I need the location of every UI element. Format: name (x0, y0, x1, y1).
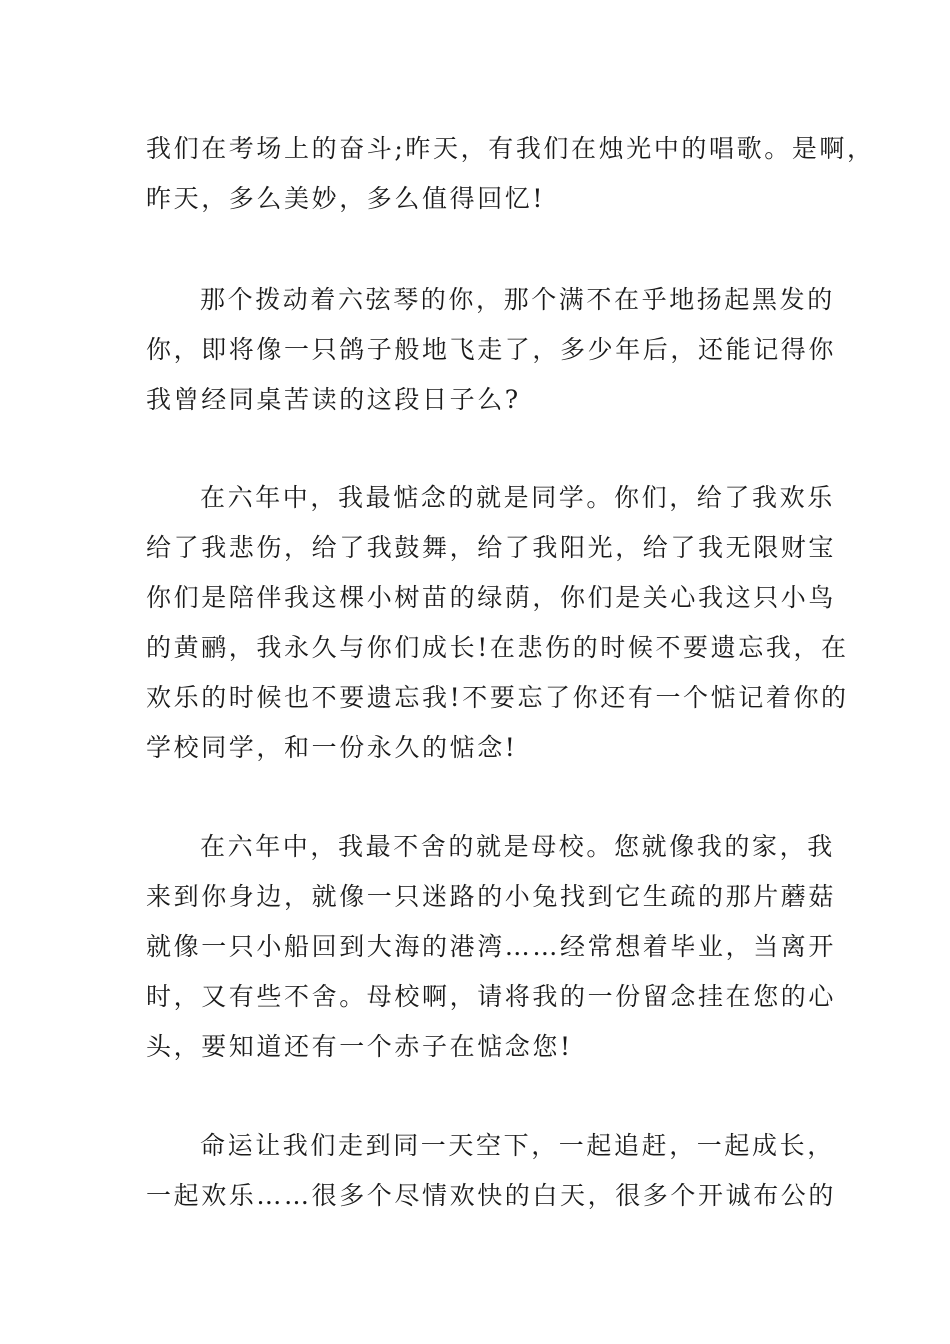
paragraph-line: 的黄鹂，我永久与你们成长!在悲伤的时候不要遗忘我，在 (146, 633, 849, 662)
paragraph-line: 就像一只小船回到大海的港湾……经常想着毕业，当离开 (146, 932, 837, 961)
paragraph-destiny (146, 1121, 837, 1221)
paragraph-line: 那个拨动着六弦琴的你，那个满不在乎地扬起黑发的 (200, 285, 835, 314)
paragraph-line: 在六年中，我最惦念的就是同学。你们，给了我欢乐 (200, 483, 835, 512)
paragraph-line: 我曾经同桌苦读的这段日子么? (146, 385, 521, 414)
paragraph-line: 学校同学，和一份永久的惦念! (146, 733, 518, 762)
paragraph-line: 给了我悲伤，给了我鼓舞，给了我阳光，给了我无限财宝 (146, 533, 837, 562)
paragraph-line: 欢乐的时候也不要遗忘我!不要忘了你还有一个惦记着你的 (146, 683, 849, 712)
paragraph-line: 命运让我们走到同一天空下，一起追赶，一起成长， (200, 1131, 835, 1160)
paragraph-line: 昨天，多么美妙，多么值得回忆! (146, 184, 546, 213)
paragraph-line: 一起欢乐……很多个尽情欢快的白天，很多个开诚布公的 (146, 1181, 837, 1210)
paragraph-yesterday (146, 124, 875, 224)
paragraph-guitar-friend (146, 275, 837, 425)
paragraph-line: 在六年中，我最不舍的就是母校。您就像我的家，我 (200, 832, 835, 861)
paragraph-line: 头，要知道还有一个赤子在惦念您! (146, 1032, 573, 1061)
paragraph-line: 来到你身边，就像一只迷路的小兔找到它生疏的那片蘑菇 (146, 882, 837, 911)
paragraph-line: 我们在考场上的奋斗;昨天，有我们在烛光中的唱歌。是啊， (146, 134, 875, 163)
paragraph-classmates (146, 473, 849, 773)
paragraph-line: 你们是陪伴我这棵小树苗的绿荫，你们是关心我这只小鸟 (146, 583, 837, 612)
paragraph-line: 时，又有些不舍。母校啊，请将我的一份留念挂在您的心 (146, 982, 837, 1011)
paragraph-line: 你，即将像一只鸽子般地飞走了，多少年后，还能记得你 (146, 335, 837, 364)
paragraph-school (146, 822, 837, 1072)
